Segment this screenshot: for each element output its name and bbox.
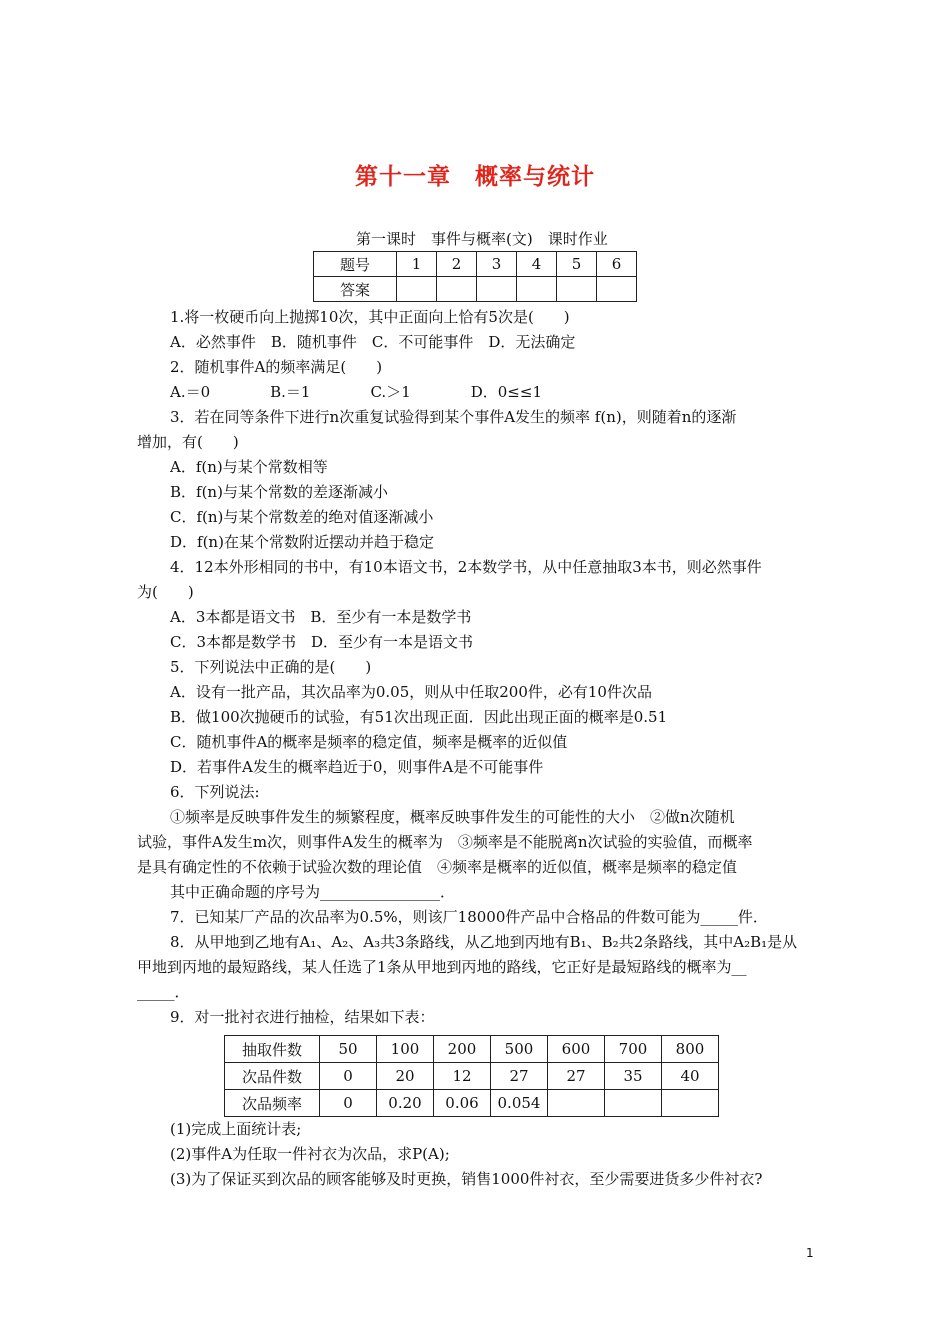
table-cell: 40 [662,1063,719,1090]
question-line: 增加，有( ) [137,433,239,451]
question-line: 6．下列说法: [170,783,260,801]
table-cell: 27 [548,1063,605,1090]
question-line: 3．若在同等条件下进行n次重复试验得到某个事件A发生的频率 f(n)，则随着n的逐渐 [170,408,737,426]
table-cell: 0 [320,1063,377,1090]
table-cell: 50 [320,1036,377,1063]
answer-table-number: 1 [397,252,437,277]
question-line: 7．已知某厂产品的次品率为0.5%，则该厂18000件产品中合格品的件数可能为_____件． [170,908,768,926]
table-cell [605,1090,662,1117]
question-line: B．f(n)与某个常数的差逐渐减小 [170,483,388,501]
question-line: ①频率是反映事件发生的频繁程度，概率反映事件发生的可能性的大小 ②做n次随机 [170,808,735,826]
answer-table-number: 3 [477,252,517,277]
table-cell: 0 [320,1090,377,1117]
question-line: 9．对一批衬衣进行抽检，结果如下表： [170,1008,435,1026]
question-line: C．随机事件A的概率是频率的稳定值，频率是概率的近似值 [170,733,568,751]
table-cell: 27 [491,1063,548,1090]
answer-cell [397,277,437,302]
question-line: A．必然事件 B．随机事件 C．不可能事件 D．无法确定 [170,333,576,351]
table-row [225,1063,719,1090]
question-line: 为( ) [137,583,194,601]
question-list [137,305,817,1030]
answer-table-number: 2 [437,252,477,277]
chapter-title: 第十一章 概率与统计 [355,164,595,190]
table-cell: 800 [662,1036,719,1063]
question-line: D．若事件A发生的概率趋近于0，则事件A是不可能事件 [170,758,544,776]
answer-cell [517,277,557,302]
answer-cell [597,277,637,302]
subquestion-list [137,1117,817,1192]
answer-table-answer-row [314,277,637,302]
table-row-label: 次品频率 [225,1090,320,1117]
answer-table-number: 5 [557,252,597,277]
table-row-label: 抽取件数 [225,1036,320,1063]
question-line: A．设有一批产品，其次品率为0.05，则从中任取200件，必有10件次品 [170,683,652,701]
question-line: C．f(n)与某个常数差的绝对值逐渐减小 [170,508,434,526]
table-cell: 200 [434,1036,491,1063]
question-line: D．f(n)在某个常数附近摆动并趋于稳定 [170,533,434,551]
table-cell: 700 [605,1036,662,1063]
lesson-subtitle: 第一课时 事件与概率(文) 课时作业 [356,230,608,248]
shirt-inspection-table [224,1035,719,1117]
answer-table-number: 6 [597,252,637,277]
answer-table-number: 4 [517,252,557,277]
question-line: 5．下列说法中正确的是( ) [170,658,372,676]
answer-table [313,251,637,302]
table-cell: 0.20 [377,1090,434,1117]
subquestion-line: (2)事件A为任取一件衬衣为次品，求P(A); [170,1145,450,1163]
question-line: 1.将一枚硬币向上抛掷10次，其中正面向上恰有5次是( ) [170,308,570,326]
table-cell: 500 [491,1036,548,1063]
question-line: 甲地到丙地的最短路线，某人任选了1条从甲地到丙地的路线，它正好是最短路线的概率为__ [137,958,747,976]
question-line: 试验，事件A发生m次，则事件A发生的概率为 ③频率是不能脱离n次试验的实验值，而概率 [137,833,753,851]
question-line: _____． [137,983,190,1001]
question-line: C．3本都是数学书 D．至少有一本是语文书 [170,633,474,651]
question-line: 其中正确命题的序号为________________． [170,883,456,901]
question-line: A.＝0 B.＝1 C.＞1 D．0≤≤1 [170,383,542,401]
question-line: 4．12本外形相同的书中，有10本语文书，2本数学书，从中任意抽取3本书，则必然事件 [170,558,762,576]
table-cell [548,1090,605,1117]
answer-table-header-label: 题号 [314,252,397,277]
table-row [225,1090,719,1117]
question-line: 是具有确定性的不依赖于试验次数的理论值 ④频率是概率的近似值，概率是频率的稳定值 [137,858,738,876]
answer-table-answer-label: 答案 [314,277,397,302]
table-cell: 0.06 [434,1090,491,1117]
question-line: A．f(n)与某个常数相等 [170,458,328,476]
answer-cell [477,277,517,302]
table-cell: 600 [548,1036,605,1063]
table-cell: 20 [377,1063,434,1090]
answer-cell [437,277,477,302]
table-cell [662,1090,719,1117]
answer-table-header-row [314,252,637,277]
subquestion-line: (3)为了保证买到次品的顾客能够及时更换，销售1000件衬衣，至少需要进货多少件衬衣? [170,1170,763,1188]
subquestion-line: (1)完成上面统计表; [170,1120,302,1138]
table-cell: 12 [434,1063,491,1090]
answer-cell [557,277,597,302]
table-row [225,1036,719,1063]
table-cell: 100 [377,1036,434,1063]
table-row-label: 次品件数 [225,1063,320,1090]
page-number: 1 [806,1246,814,1260]
question-line: 8．从甲地到乙地有A₁、A₂、A₃共3条路线，从乙地到丙地有B₁、B₂共2条路线，其中A₂B₁是从 [170,933,798,951]
table-cell: 35 [605,1063,662,1090]
question-line: A．3本都是语文书 B．至少有一本是数学书 [170,608,472,626]
table-cell: 0.054 [491,1090,548,1117]
question-line: 2．随机事件A的频率满足( ) [170,358,383,376]
question-line: B．做100次抛硬币的试验，有51次出现正面．因此出现正面的概率是0.51 [170,708,668,726]
